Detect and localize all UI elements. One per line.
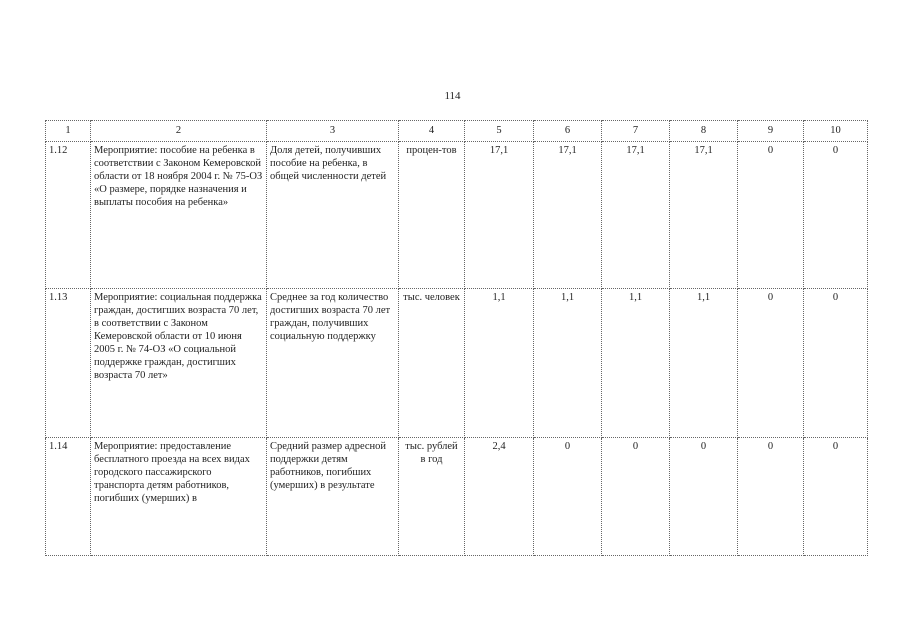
table-row (46, 142, 868, 289)
row-number: 1.13 (46, 289, 91, 438)
row-number: 1.14 (46, 438, 91, 556)
table-row (46, 438, 868, 556)
value-cell: 0 (670, 438, 738, 556)
value-cell: 17,1 (602, 142, 670, 289)
indicator-name: Средний размер адресной поддержки детям работников, погибших (умерших) в результате (267, 438, 399, 556)
column-header: 2 (91, 121, 267, 142)
column-header: 8 (670, 121, 738, 142)
indicator-name: Доля детей, получивших пособие на ребенка, в общей численности детей (267, 142, 399, 289)
value-cell: 0 (738, 438, 804, 556)
column-header: 10 (804, 121, 868, 142)
unit-of-measure: тыс. человек (399, 289, 465, 438)
value-cell: 1,1 (534, 289, 602, 438)
column-header: 4 (399, 121, 465, 142)
unit-of-measure: процен-тов (399, 142, 465, 289)
value-cell: 1,1 (602, 289, 670, 438)
value-cell: 2,4 (465, 438, 534, 556)
measure-description: Мероприятие: предоставление бесплатного проезда на всех видах городского пассажирского транспорта детям работников, погибших (умерших) в (91, 438, 267, 556)
measure-description: Мероприятие: социальная поддержка граждан, достигших возраста 70 лет, в соответствии с Законом Кемеровской области от 10 июня 2005 г. № 74-ОЗ «О социальной поддержке граждан, достигших возраста 70 лет» (91, 289, 267, 438)
table-header-row (46, 121, 868, 142)
column-header: 5 (465, 121, 534, 142)
value-cell: 0 (804, 438, 868, 556)
column-header: 6 (534, 121, 602, 142)
value-cell: 0 (738, 142, 804, 289)
column-header: 9 (738, 121, 804, 142)
value-cell: 1,1 (670, 289, 738, 438)
page-number: 114 (444, 90, 461, 102)
unit-of-measure: тыс. рублей в год (399, 438, 465, 556)
value-cell: 0 (738, 289, 804, 438)
indicator-name: Среднее за год количество достигших возраста 70 лет граждан, получивших социальную поддержку (267, 289, 399, 438)
value-cell: 0 (804, 142, 868, 289)
column-header: 3 (267, 121, 399, 142)
value-cell: 17,1 (534, 142, 602, 289)
row-number: 1.12 (46, 142, 91, 289)
measure-description: Мероприятие: пособие на ребенка в соответствии с Законом Кемеровской области от 18 ноября 2004 г. № 75-ОЗ «О размере, порядке назначения и выплаты пособия на ребенка» (91, 142, 267, 289)
value-cell: 0 (804, 289, 868, 438)
value-cell: 1,1 (465, 289, 534, 438)
value-cell: 0 (602, 438, 670, 556)
measures-table (45, 120, 868, 556)
column-header: 1 (46, 121, 91, 142)
value-cell: 0 (534, 438, 602, 556)
column-header: 7 (602, 121, 670, 142)
table-row (46, 289, 868, 438)
value-cell: 17,1 (465, 142, 534, 289)
value-cell: 17,1 (670, 142, 738, 289)
